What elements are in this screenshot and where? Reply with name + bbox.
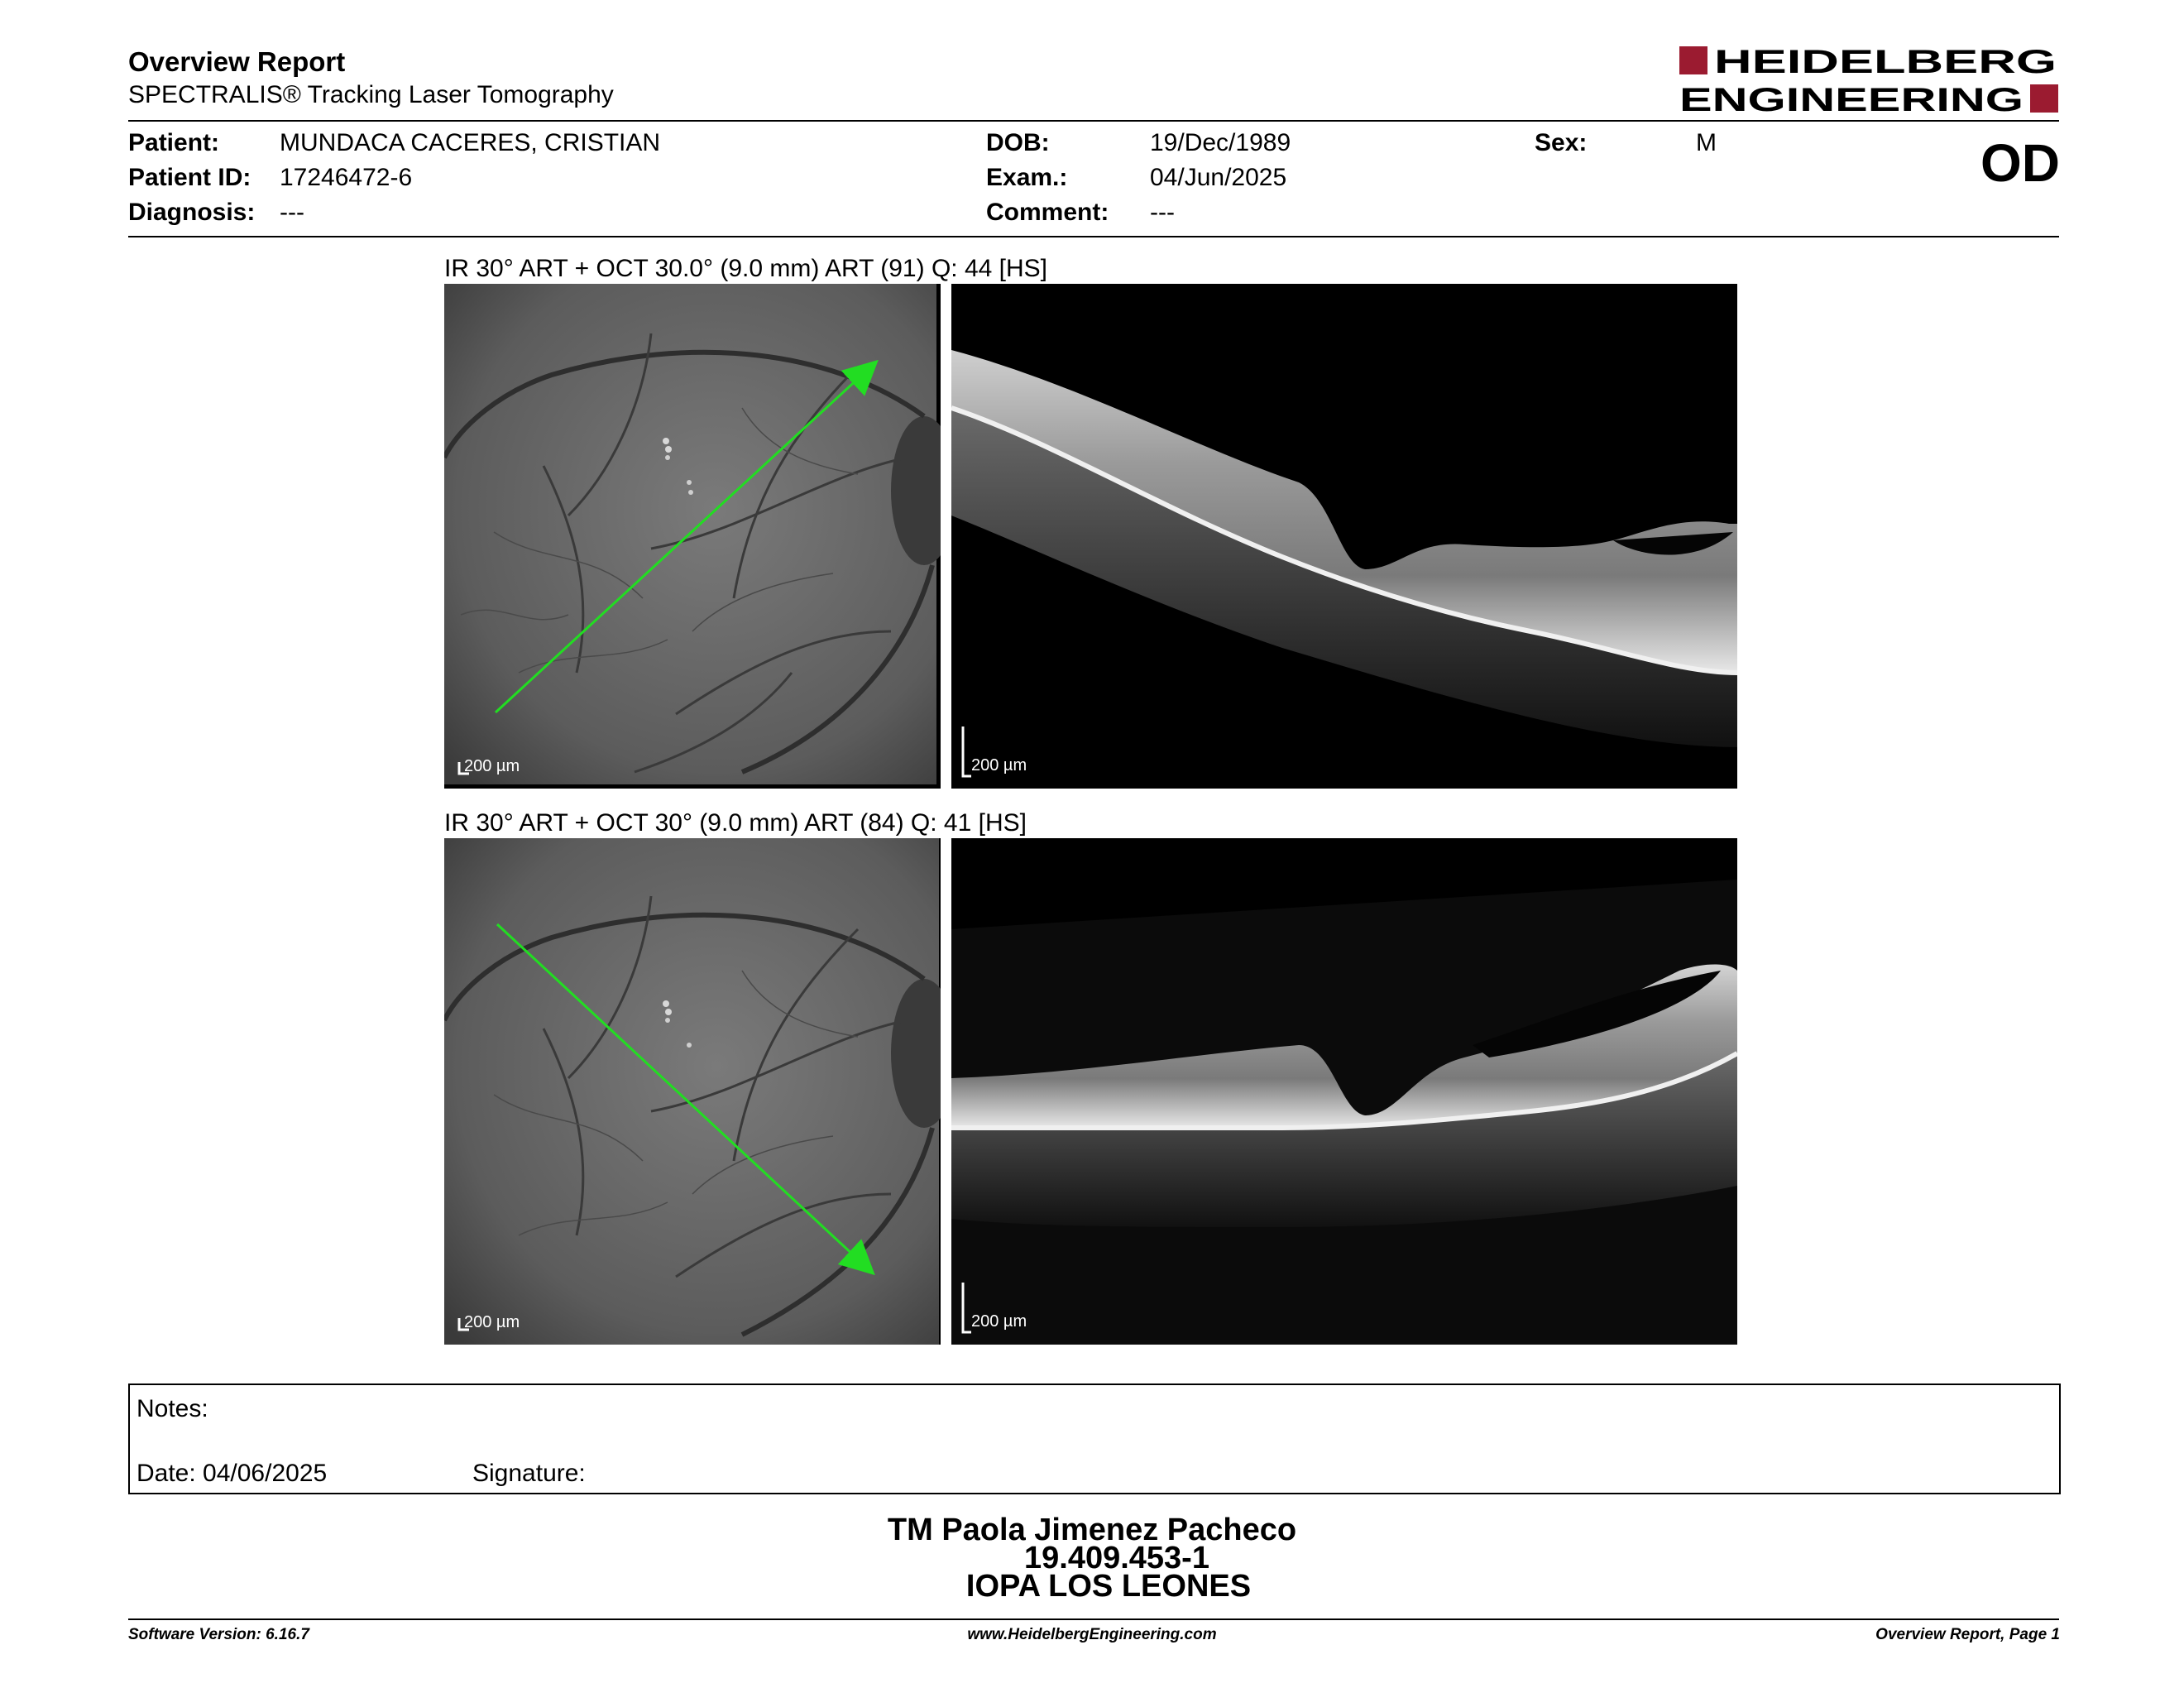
signer-name: TM Paola Jimenez Pacheco <box>887 1513 1297 1547</box>
patient-id: 17246472-6 <box>280 164 413 191</box>
notes-date: Date: 04/06/2025 <box>136 1460 328 1487</box>
oct-scale-label-1: 200 µm <box>971 756 1027 774</box>
patient-label: Patient: <box>128 129 220 156</box>
sex-label: Sex: <box>1535 129 1588 156</box>
signer-institution: IOPA LOS LEONES <box>965 1569 1252 1604</box>
heidelberg-logo <box>1679 45 2060 116</box>
signer-id: 19.409.453-1 <box>1024 1541 1209 1575</box>
exam-label: Exam.: <box>986 164 1068 191</box>
report-subtitle: SPECTRALIS® Tracking Laser Tomography <box>128 81 614 108</box>
footer-divider <box>128 1618 2059 1620</box>
info-divider <box>128 236 2059 237</box>
diagnosis-label: Diagnosis: <box>128 199 256 226</box>
website-link[interactable]: www.HeidelbergEngineering.com <box>967 1626 1217 1643</box>
exam-date: 04/Jun/2025 <box>1150 164 1287 191</box>
patient-name: MUNDACA CACERES, CRISTIAN <box>280 129 661 156</box>
signature-label: Signature: <box>472 1460 586 1487</box>
scan-1-title: IR 30° ART + OCT 30.0° (9.0 mm) ART (91) Q: 44 [HS] <box>444 255 1047 282</box>
ir-scale-label-2: 200 µm <box>464 1313 520 1331</box>
comment-value: --- <box>1150 199 1175 226</box>
notes-box <box>128 1383 2061 1494</box>
header-divider <box>128 120 2059 122</box>
patient-id-label: Patient ID: <box>128 164 251 191</box>
dob-value: 19/Dec/1989 <box>1150 129 1291 156</box>
page-indicator: Overview Report, Page 1 <box>1875 1626 2060 1643</box>
svg-text:HEIDELBERG: HEIDELBERG <box>1714 45 2057 80</box>
notes-label: Notes: <box>136 1395 208 1422</box>
oct-scale-label-2: 200 µm <box>971 1312 1027 1331</box>
report-title: Overview Report <box>128 46 346 77</box>
ir-fundus-image-2 <box>444 838 941 1345</box>
scan-2-title: IR 30° ART + OCT 30° (9.0 mm) ART (84) Q: 41 [HS] <box>444 809 1027 837</box>
svg-text:ENGINEERING: ENGINEERING <box>1679 82 2024 116</box>
ir-scale-label-1: 200 µm <box>464 757 520 775</box>
diagnosis-value: --- <box>280 199 304 226</box>
sex-value: M <box>1696 129 1717 156</box>
oct-bscan-2 <box>951 838 1737 1345</box>
dob-label: DOB: <box>986 129 1050 156</box>
oct-bscan-1 <box>951 284 1737 789</box>
eye-indicator: OD <box>1980 133 2060 193</box>
ir-fundus-image-1 <box>444 284 941 789</box>
software-version: Software Version: 6.16.7 <box>128 1626 309 1643</box>
comment-label: Comment: <box>986 199 1109 226</box>
